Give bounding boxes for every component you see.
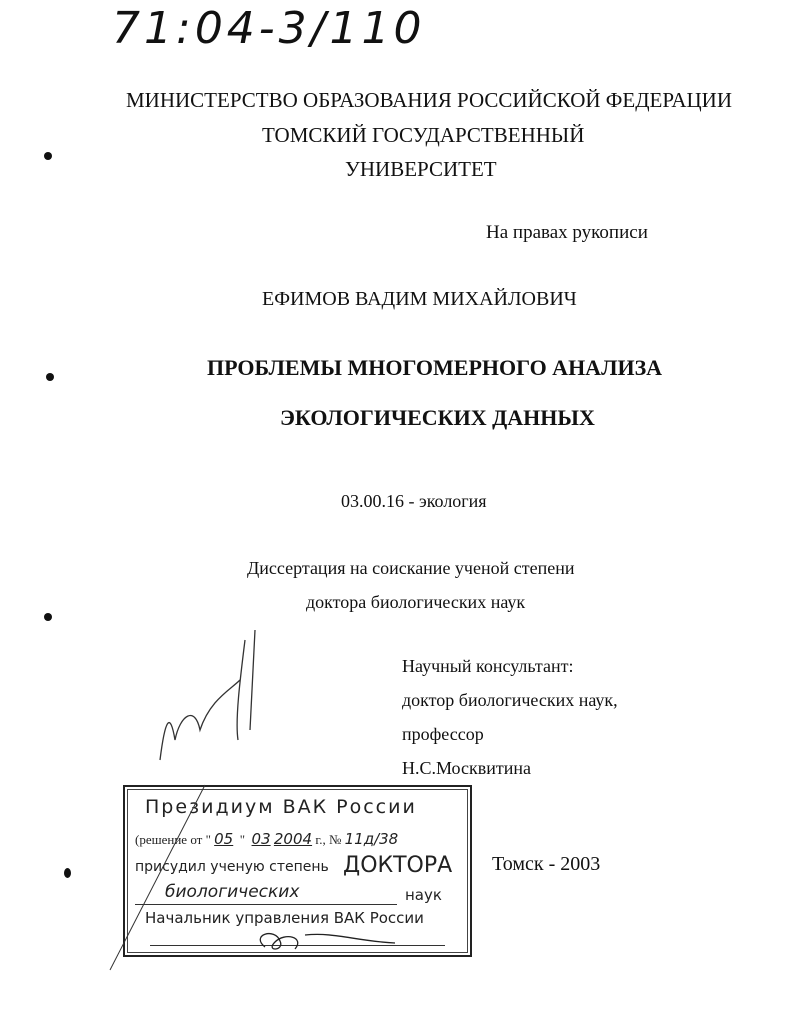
consultant-degree: доктор биологических наук, [402,690,618,710]
specialty-code: 03.00.16 - экология [341,491,487,511]
consultant-name: Н.С.Москвитина [402,758,531,778]
stamp-head: Начальник управления ВАК России [145,909,424,927]
title-line2: ЭКОЛОГИЧЕСКИХ ДАННЫХ [280,405,595,430]
scan-hole-mark [44,152,52,160]
stamp-science: наук [405,886,442,904]
university-name-line2: УНИВЕРСИТЕТ [345,157,497,181]
diagonal-pen-stroke [100,780,230,980]
stamp-title: Президиум ВАК России [145,796,417,818]
decision-prefix: (решение от " [135,832,211,847]
degree-line1: Диссертация на соискание ученой степени [247,558,575,578]
scan-hole-mark [44,613,52,621]
decision-day: 05 [214,830,234,848]
ministry-name: МИНИСТЕРСТВО ОБРАЗОВАНИЯ РОССИЙСКОЙ ФЕДЕРАЦИИ [126,88,733,112]
place-and-year: Томск - 2003 [492,853,601,875]
decision-year: 2004 [273,830,313,848]
stamp-awarded: присудил ученую степень [135,859,329,875]
number-prefix: г., № [315,832,342,847]
decision-month: 03 [251,830,271,848]
consultant-title: профессор [402,724,484,744]
stamp-decision-line: (решение от " 05 " 03 2004 г., № 11д/38 [135,830,399,848]
handwritten-archive-code: 71:04-3/110 [112,3,426,54]
author-name: ЕФИМОВ ВАДИМ МИХАЙЛОВИЧ [262,288,577,310]
title-line1: ПРОБЛЕМЫ МНОГОМЕРНОГО АНАЛИЗА [207,355,663,380]
handwritten-signature [140,620,280,790]
scan-hole-mark [64,868,71,878]
consultant-label: Научный консультант: [402,656,574,676]
stamp-degree: ДОКТОРА [343,853,453,878]
university-name-line1: ТОМСКИЙ ГОСУДАРСТВЕННЫЙ [262,123,585,147]
degree-line2: доктора биологических наук [306,592,526,612]
stamp-signature [245,927,405,953]
decision-number: 11д/38 [344,830,399,848]
scan-hole-mark [46,373,54,381]
stamp-field: биологических [165,882,300,902]
manuscript-note: На правах рукописи [486,222,648,243]
